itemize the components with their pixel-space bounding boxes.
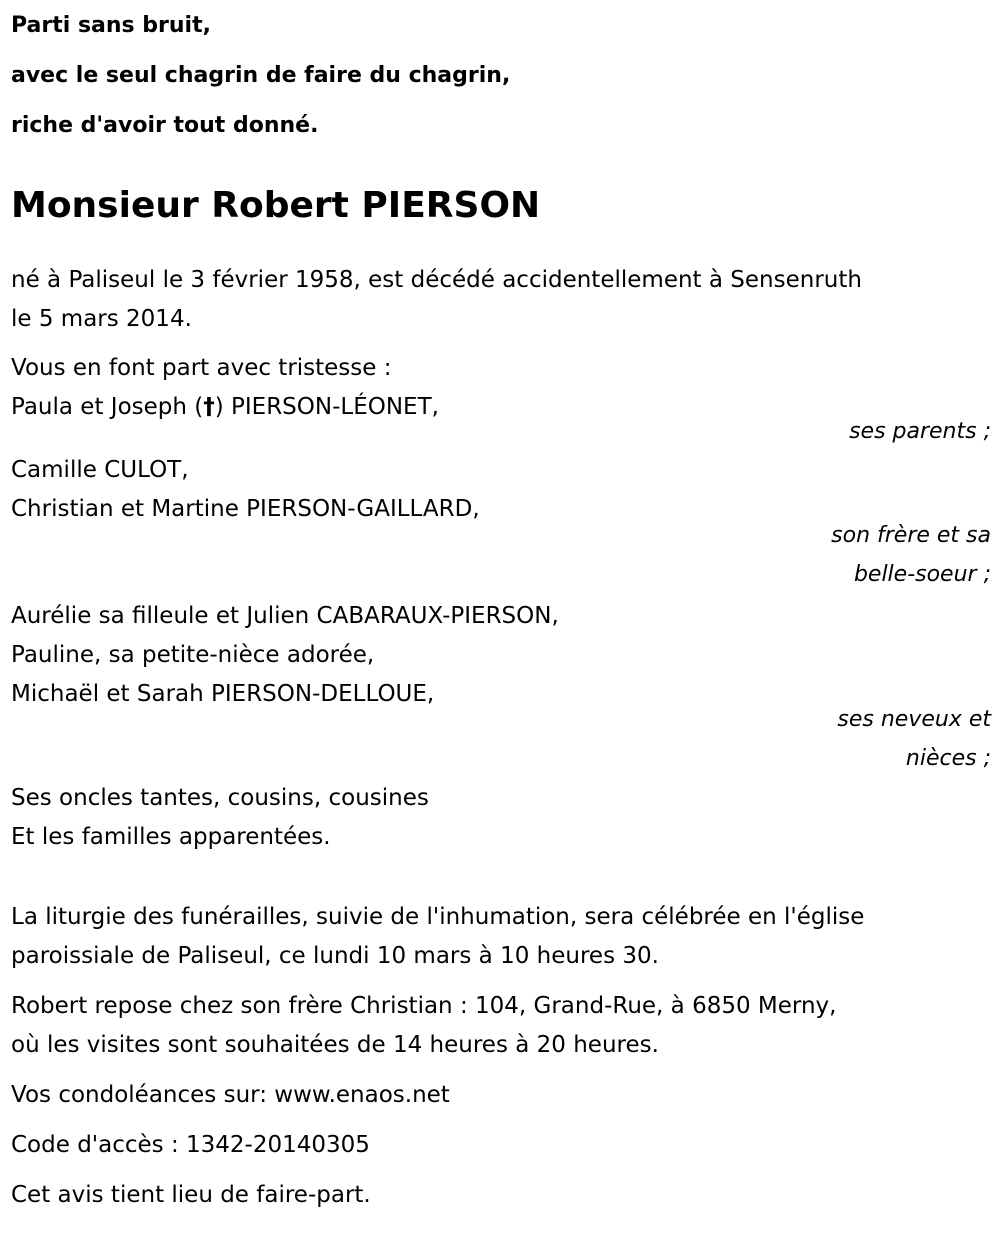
epigraph-line: riche d'avoir tout donné.	[11, 113, 319, 138]
relation-label: ses neveux et	[837, 707, 991, 732]
closing-note: Cet avis tient lieu de faire-part.	[11, 1182, 371, 1208]
parents-names-end: ) PIERSON-LÉONET,	[214, 394, 439, 420]
sibling-name: Christian et Martine PIERSON-GAILLARD,	[11, 496, 480, 522]
extended-family: Et les familles apparentées.	[11, 824, 331, 850]
condolences-line: Vos condoléances sur: www.enaos.net	[11, 1082, 450, 1108]
visitation-details: où les visites sont souhaitées de 14 heures à 20 heures.	[11, 1032, 659, 1058]
funeral-details: La liturgie des funérailles, suivie de l'inhumation, sera célébrée en l'église	[11, 904, 865, 930]
birth-death-line: né à Paliseul le 3 février 1958, est décédé accidentellement à Sensenruth	[11, 267, 862, 293]
epigraph-line: Parti sans bruit,	[11, 13, 211, 38]
relation-label: son frère et sa	[831, 523, 991, 548]
funeral-details: paroissiale de Paliseul, ce lundi 10 mars à 10 heures 30.	[11, 943, 659, 969]
deceased-name: Monsieur Robert PIERSON	[11, 185, 541, 226]
nephew-name: Pauline, sa petite-nièce adorée,	[11, 642, 375, 668]
sibling-name: Camille CULOT,	[11, 457, 189, 483]
obituary-notice	[11, 0, 991, 1215]
cross-icon: †	[203, 394, 215, 420]
epigraph	[11, 1, 991, 151]
access-code: Code d'accès : 1342-20140305	[11, 1132, 370, 1158]
relation-label: nièces ;	[905, 746, 991, 771]
extended-family: Ses oncles tantes, cousins, cousines	[11, 785, 429, 811]
parents-names-start: Paula et Joseph (	[11, 394, 204, 420]
visitation-details: Robert repose chez son frère Christian : 104, Grand-Rue, à 6850 Merny,	[11, 993, 837, 1019]
announcement-intro: Vous en font part avec tristesse :	[11, 355, 392, 381]
epigraph-line: avec le seul chagrin de faire du chagrin,	[11, 63, 511, 88]
birth-death-line: le 5 mars 2014.	[11, 306, 192, 332]
nephew-name: Aurélie sa filleule et Julien CABARAUX-PIERSON,	[11, 603, 559, 629]
nephew-name: Michaël et Sarah PIERSON-DELLOUE,	[11, 681, 435, 707]
relation-label: ses parents ;	[849, 419, 991, 444]
relation-label: belle-soeur ;	[853, 562, 991, 587]
